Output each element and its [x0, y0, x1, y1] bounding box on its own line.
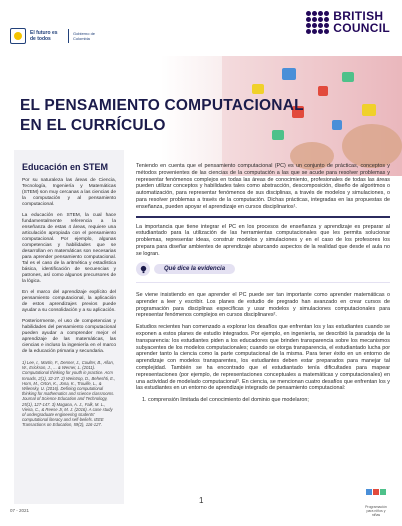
sidebar-heading: Educación en STEM	[22, 162, 109, 172]
british-council-line1: BRITISH	[333, 9, 384, 23]
evidence-paragraph-1: Se viene insistiendo en que aprender el PC puede ser tan importante como aprender matemáticas o aprender a leer y escribir. Los planes de estudio de pregrado han avanzado en crear cursos de programación para disciplinas específicas y usar modelos y simulaciones computacionales para representar fenómenos complejos en cursos disciplinares².	[136, 292, 390, 319]
evidence-divider	[136, 282, 390, 283]
challenges-list	[148, 397, 390, 404]
sidebar-paragraph: La educación en STEM, la cual hace fundamentalmente referencia a la enseñanza de estas 4 áreas, requiere una articulación apropiada con el pensamiento computacional. Por ejemplo, algunas competencias y habilidades que se desarrollan en matemáticas son necesarias para aprender pensamiento computacional. Tal es el caso de la aritmética y estadística básica, identificación de secuencias y patrones, así como algunos precursores de la lógica.	[22, 213, 116, 284]
sidebar-references: 1) Lee, I., Martin, F., Denner, J., Coulter, B., Allan, W., Erickson, J., ... & Werner, L. (2011). Computational thinking for youth in practice. Acm Inroads, 2(1), 32-37. 2) Weintrop, D., Beheshti, E., Horn, M., Orton, K., Jona, K., Trouille, L., & Wilensky, U. (2016). Defining computational thinking for mathematics and science classrooms. Journal of Science Education and Technology, 25(1), 127-147. 3) Magana, A. J., Falk, M. L., Vieira, C., & Reese Jr, M. J. (2016). A case study of undergraduate engineering students' computational literacy and self-beliefs. IEEE Transactions on Education, 59(2), 116-127.	[22, 360, 116, 428]
intro-paragraph-1: Teniendo en cuenta que el pensamiento computacional (PC) es un conjunto de prácticas, conceptos y métodos provenientes de las ciencias de la computación a las que se acude para resolver problemas y representar fenómenos complejos en todas las áreas de conocimiento, profesionales de todas las áreas pueden utilizar conceptos y habilidades tales como abstracción, descomposición, diseño de algoritmos o automatización, para representar fenómenos de sus disciplinas, a través de modelos y simulaciones, o para resolver problemas a través de la computación. Dichas prácticas, integradas en las propuestas de enseñanza, pueden apoyar el aprendizaje en cursos disciplinarios¹.	[136, 163, 390, 210]
gov-divider	[68, 29, 69, 43]
british-council-dots-icon	[306, 11, 329, 34]
sidebar-paragraph: Posteriormente, el uso de competencias y habilidades del pensamiento computacional pueden ayudar a comprender mejor el aprendizaje de las matemáticas, las ciencias e incluso la ingeniería en el marco de la educación primaria y secundaria.	[22, 319, 116, 354]
sidebar-paragraph: Por su naturaleza las áreas de Ciencia, Tecnología, Ingeniería y Matemáticas (STEM) son muy cercanas a las ciencias de la computación y al pensamiento computacional.	[22, 178, 116, 207]
page-title	[20, 96, 304, 136]
section-divider	[136, 216, 390, 218]
intro-paragraph-2: La importancia que tiene integrar el PC en los procesos de enseñanza y aprendizaje es preparar al estudiantado para la utilización de las herramientas computacionales que les permita solucionar problemas, representar ideas, construir modelos y simulaciones y en el caso de los profesores los prepara para diseñar ambientes de aprendizaje abarcando aspectos de la realidad que desde el aula no se logran.	[136, 223, 390, 257]
footer-logo-text: Programación para niños y niñas	[365, 505, 387, 517]
footer-code: 07 - 2021	[10, 508, 30, 513]
lightbulb-icon	[136, 262, 150, 276]
sidebar-paragraph: En el marco del aprendizaje explícito del pensamiento computacional, la aplicación de estos aprendizajes previos puede ayudar a su consolidación y a su aplicación.	[22, 290, 116, 313]
page-header	[0, 0, 402, 62]
evidence-paragraph-2: Estudios recientes han comenzado a explorar los desafíos que enfrentan los y las estudiantes cuando se exponen a estos planes de estudio integrados. Por ejemplo, en ingeniería, se describió la paradoja de la transparencia: los estudiantes piden a los educadores que brinden transparencia sobre los mecanismos subyacentes de los modelos computacionales; cuando se otorga transparencia, el estudiantado lucha por aprender tanto la ciencia como la parte computacional de la misma. Para tener éxito en un entorno de aprendizaje con modelos transparentes, los estudiantes deben estar preparados para manejar tal complejidad. También se ha encontrado que el estudiantado tenía dificultades para mapear representaciones (por ejemplo, de representaciones conceptuales a matemáticas y computacionales) en una actividad de modelado computacional³. En ciencia, se mencionan cuatro desafíos que enfrentan los y las estudiantes en un entorno de aprendizaje integrado de pensamiento computacional:	[136, 324, 390, 392]
program-logo-icon	[364, 487, 388, 499]
stem-sidebar	[14, 150, 124, 504]
british-council-logo	[306, 10, 390, 34]
british-council-line2: COUNCIL	[333, 21, 390, 35]
colombia-emblem-icon	[10, 28, 26, 44]
evidence-section-header	[136, 262, 235, 276]
title-line2: EN EL CURRÍCULO	[20, 117, 166, 134]
evidence-body	[136, 292, 390, 404]
gov-sub-text: Gobierno de Colombia	[73, 31, 96, 41]
title-line1: EL PENSAMIENTO COMPUTACIONAL	[20, 97, 304, 114]
main-intro	[136, 163, 390, 263]
evidence-label: Qué dice la evidencia	[154, 264, 235, 274]
gov-logo-text: El futuro es de todos	[30, 30, 58, 42]
footer-program-logo	[364, 486, 388, 517]
list-item: 1. comprensión limitada del conocimiento del dominio que modelaron;	[148, 397, 390, 404]
page-number: 1	[199, 496, 204, 505]
gov-logo	[10, 28, 107, 44]
